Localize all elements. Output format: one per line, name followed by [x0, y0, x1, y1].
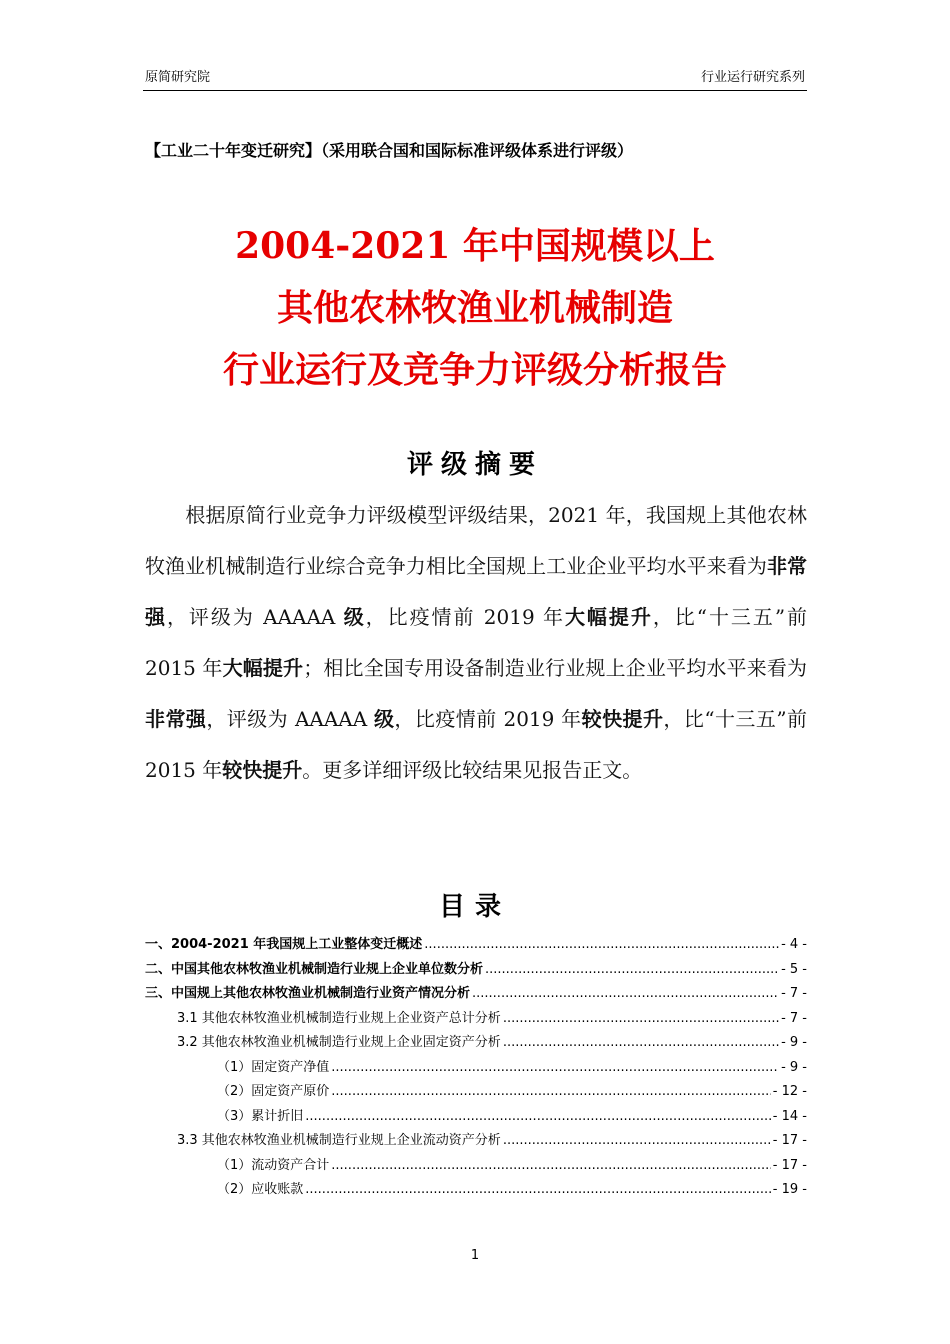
toc-entry-page: - 7 -: [781, 1010, 807, 1026]
toc-leader-dots: [331, 1084, 771, 1099]
toc-entry[interactable]: [145, 1056, 807, 1081]
report-title-line-3: 行业运行及竞争力评级分析报告: [222, 349, 727, 391]
summary-emphasis: 大幅提升: [222, 656, 304, 680]
summary-text: ，评级为 AAAAA: [206, 707, 374, 731]
summary-text: ，评级为 AAAAA: [166, 605, 344, 629]
summary-emphasis: 较快提升: [222, 758, 303, 782]
summary-emphasis: 大幅提升: [564, 605, 653, 629]
toc-entry-label: （3）累计折旧: [217, 1108, 304, 1124]
summary-emphasis: 级: [343, 605, 366, 629]
header-series-name: 行业运行研究系列: [700, 70, 805, 85]
toc-leader-dots: [485, 962, 779, 977]
toc-entry-label: （1）流动资产合计: [217, 1157, 330, 1173]
summary-paragraph: [145, 490, 807, 796]
toc-leader-dots: [331, 1158, 771, 1173]
summary-text: ，比“十三五”前 2015 年: [145, 605, 808, 680]
toc-entry[interactable]: [145, 1007, 807, 1032]
toc-leader-dots: [503, 1035, 779, 1050]
toc-entry[interactable]: [145, 982, 807, 1007]
toc-entry-page: - 12 -: [772, 1084, 807, 1099]
summary-text: 根据原简行业竞争力评级模型评级结果，2021 年，我国规上其他农林牧渔业机械制造行业综合竞争力相比全国规上工业企业平均水平来看为: [145, 503, 807, 578]
report-title-line-2: 其他农林牧渔业机械制造: [276, 287, 673, 329]
summary-heading: 评级摘要: [406, 450, 543, 480]
toc-leader-dots: [503, 1011, 779, 1026]
toc-leader-dots: [305, 1109, 771, 1124]
toc-entry[interactable]: [145, 1129, 807, 1154]
summary-text: ，比“十三五”前 2015 年: [145, 707, 808, 782]
toc-entry-label: 3.2 其他农林牧渔业机械制造行业规上企业固定资产分析: [177, 1035, 501, 1050]
toc-leader-dots: [472, 986, 779, 1001]
series-line: 【工业二十年变迁研究】（采用联合国和国际标准评级体系进行评级）: [145, 141, 634, 160]
header-org-name: 原简研究院: [145, 70, 211, 85]
toc-entry-label: （2）固定资产原价: [217, 1084, 330, 1099]
toc-entry[interactable]: [145, 933, 807, 958]
toc-entry-label: 3.3 其他农林牧渔业机械制造行业规上企业流动资产分析: [177, 1133, 501, 1148]
summary-emphasis: 非常强: [145, 707, 207, 731]
toc-entry-page: - 14 -: [772, 1108, 807, 1124]
summary-text: ，比疫情前 2019 年: [394, 707, 582, 731]
report-title-line-1: 2004-2021 年中国规模以上: [235, 225, 715, 267]
toc-entry[interactable]: [145, 1080, 807, 1105]
toc-entry-label: 3.1 其他农林牧渔业机械制造行业规上企业资产总计分析: [177, 1010, 501, 1026]
summary-text: 。更多详细评级比较结果见报告正文。: [302, 758, 643, 782]
toc-entry-label: （1）固定资产净值: [217, 1059, 330, 1075]
toc-entry-label: （2）应收账款: [217, 1182, 304, 1197]
toc-entry-label: 三、中国规上其他农林牧渔业机械制造行业资产情况分析: [145, 986, 471, 1001]
summary-emphasis: 级: [373, 707, 395, 731]
header-divider: [143, 90, 807, 91]
toc-entry-page: - 17 -: [772, 1133, 807, 1148]
toc-entry[interactable]: [145, 1031, 807, 1056]
toc-entry-page: - 5 -: [781, 961, 807, 977]
toc-leader-dots: [331, 1060, 779, 1075]
toc-leader-dots: [305, 1182, 771, 1197]
toc-entry[interactable]: [145, 1105, 807, 1130]
toc-entry-page: - 19 -: [772, 1182, 807, 1197]
toc-heading: 目录: [438, 892, 511, 922]
toc-entry-page: - 17 -: [772, 1157, 807, 1173]
toc-entry-page: - 4 -: [781, 937, 807, 952]
table-of-contents: [145, 933, 807, 1203]
summary-emphasis: 非常强: [145, 554, 807, 629]
toc-entry[interactable]: [145, 1178, 807, 1203]
toc-entry-label: 二、中国其他农林牧渔业机械制造行业规上企业单位数分析: [145, 961, 484, 977]
toc-entry-page: - 7 -: [781, 986, 807, 1001]
summary-text: ，比疫情前 2019 年: [365, 605, 565, 629]
toc-entry[interactable]: [145, 1154, 807, 1179]
toc-leader-dots: [503, 1133, 771, 1148]
toc-entry-page: - 9 -: [781, 1059, 807, 1075]
page-number: 1: [470, 1248, 480, 1263]
summary-emphasis: 较快提升: [581, 707, 664, 731]
toc-entry-label: 一、2004-2021 年我国规上工业整体变迁概述: [145, 937, 423, 952]
toc-entry-page: - 9 -: [781, 1035, 807, 1050]
toc-entry[interactable]: [145, 958, 807, 983]
toc-leader-dots: [424, 937, 779, 952]
summary-text: ；相比全国专用设备制造业行业规上企业平均水平来看为: [303, 656, 808, 680]
